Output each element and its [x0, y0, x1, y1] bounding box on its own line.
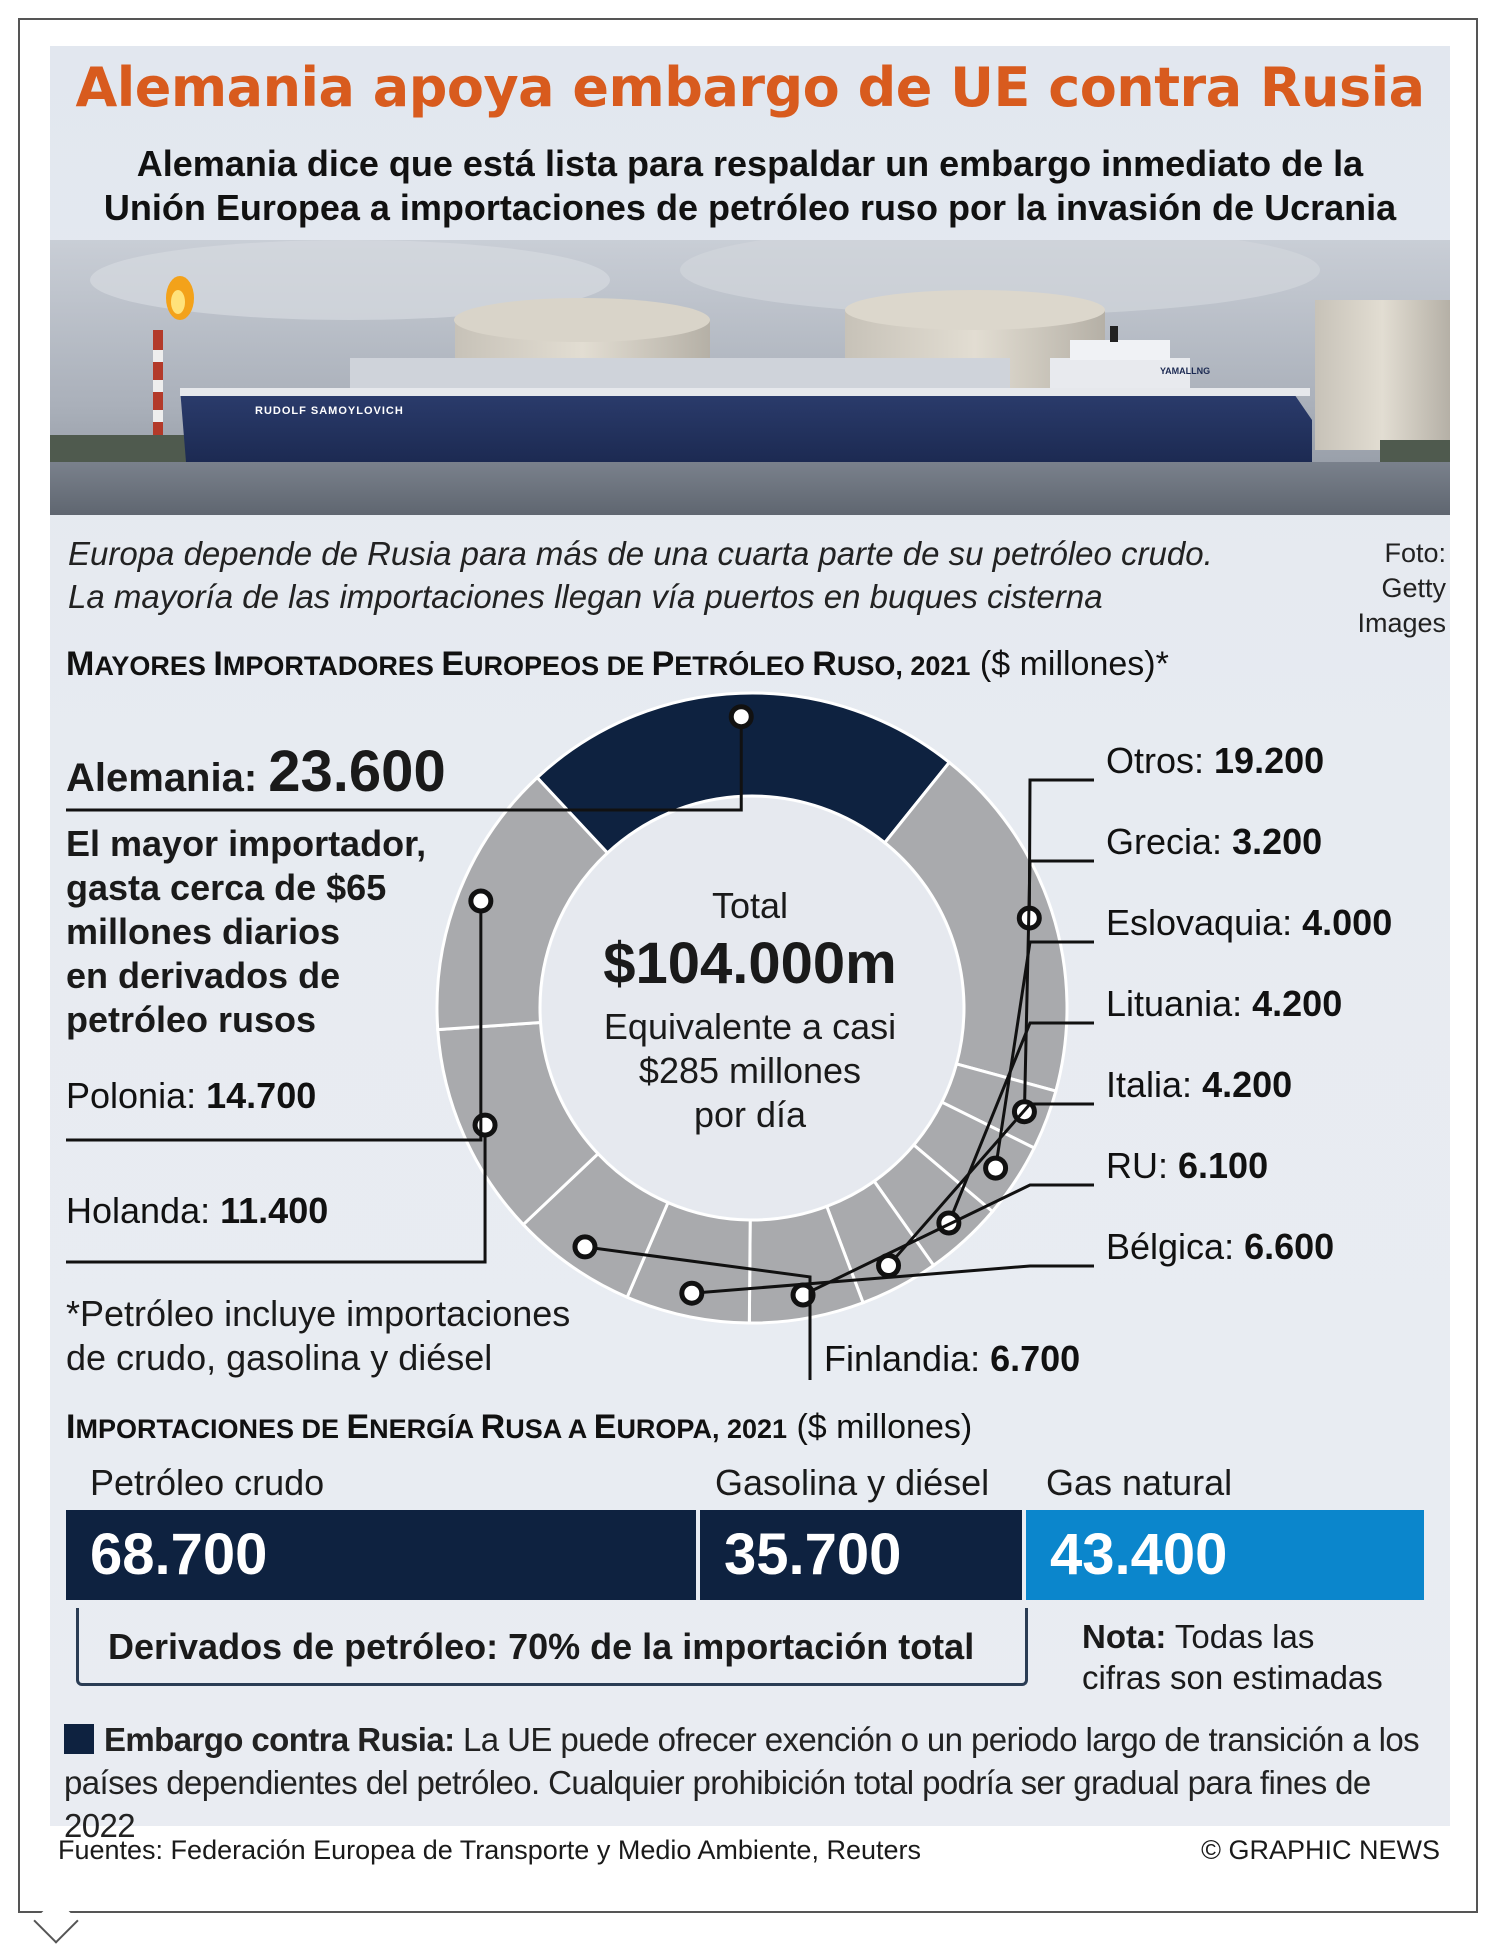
- leader-dot-holanda: [475, 1115, 495, 1135]
- label-alemania: Alemania: 23.600: [66, 739, 446, 804]
- donut-center-total-label: Total: [711, 885, 789, 926]
- bar-crude: [66, 1510, 696, 1600]
- bar-value-crude: 68.700: [90, 1522, 268, 1587]
- bar-fuel: [700, 1510, 1022, 1600]
- bar-label-crude: Petróleo crudo: [90, 1462, 325, 1503]
- copyright: © GRAPHIC NEWS: [1201, 1835, 1440, 1865]
- subheadline-line: Alemania dice que está lista para respaldar un embargo inmediato de la: [136, 143, 1364, 184]
- label-otros: Otros: 19.200: [1106, 740, 1325, 781]
- unit-label: ($ millones)*: [979, 645, 1169, 683]
- label-italia: Italia: 4.200: [1106, 1064, 1293, 1105]
- note: Nota: Todas las cifras son estimadas: [1082, 1618, 1383, 1696]
- label-ru: RU: 6.100: [1106, 1145, 1269, 1186]
- leader-dot-finlandia: [575, 1237, 595, 1257]
- leader-dot-alemania: [731, 707, 751, 727]
- footnote: *Petróleo incluye importaciones de crudo, gasolina y diésel: [66, 1293, 571, 1378]
- bar-value-gas: 43.400: [1050, 1522, 1228, 1587]
- label-lituania: Lituania: 4.200: [1106, 983, 1343, 1024]
- unit-label: ($ millones): [796, 1408, 973, 1446]
- label-polonia: Polonia: 14.700: [66, 1075, 317, 1116]
- leader-dot-bélgica: [682, 1283, 702, 1303]
- embargo-note: Embargo contra Rusia: La UE puede ofrecer exención o un periodo largo de transición a los países dependientes del petróleo. Cualquier prohibición total podría ser gradual para fines de 2022: [64, 1721, 1419, 1844]
- label-belgica: Bélgica: 6.600: [1106, 1226, 1335, 1267]
- derivatives-label: Derivados de petróleo: 70% de la importación total: [108, 1626, 975, 1667]
- ship-name: RUDOLF SAMOYLOVICH: [255, 405, 404, 417]
- label-eslovaquia: Eslovaquia: 4.000: [1106, 902, 1393, 943]
- bar-value-fuel: 35.700: [724, 1522, 902, 1587]
- label-holanda: Holanda: 11.400: [66, 1190, 329, 1231]
- bar-label-fuel: Gasolina y diésel: [715, 1462, 990, 1503]
- bar-label-gas: Gas natural: [1046, 1462, 1233, 1503]
- hull-logo: YAMALLNG: [1160, 366, 1211, 376]
- section-title-energy: IMPORTACIONES DE ENERGÍA RUSA A EUROPA, 2021 ($ millones): [66, 1408, 973, 1446]
- leader-dot-eslovaquia: [986, 1158, 1006, 1178]
- bar-gas: [1026, 1510, 1424, 1600]
- donut-center-note: Equivalente a casi $285 millones por día: [603, 1006, 897, 1135]
- sources: Fuentes: Federación Europea de Transporte y Medio Ambiente, Reuters: [58, 1835, 921, 1865]
- headline: Alemania apoya embargo de UE contra Rusia: [75, 56, 1425, 119]
- photo-credit: Foto: Getty Images: [1357, 538, 1446, 638]
- alemania-description: El mayor importador, gasta cerca de $65 millones diarios en derivados de petróleo rusos: [66, 823, 427, 1040]
- caption-line: La mayoría de las importaciones llegan vía puertos en buques cisterna: [68, 578, 1103, 615]
- label-finlandia: Finlandia: 6.700: [824, 1338, 1081, 1379]
- subheadline-line: Unión Europea a importaciones de petróleo ruso por la invasión de Ucrania: [103, 187, 1397, 228]
- donut-center-total-value: $104.000m: [603, 931, 897, 996]
- label-grecia: Grecia: 3.200: [1106, 821, 1323, 862]
- embargo-square-icon: [64, 1724, 94, 1754]
- section-title-importers: MAYORES IMPORTADORES EUROPEOS DE PETRÓLEO RUSO, 2021 ($ millones)*: [66, 645, 1169, 683]
- caption-line: Europa depende de Rusia para más de una cuarta parte de su petróleo crudo.: [68, 535, 1213, 572]
